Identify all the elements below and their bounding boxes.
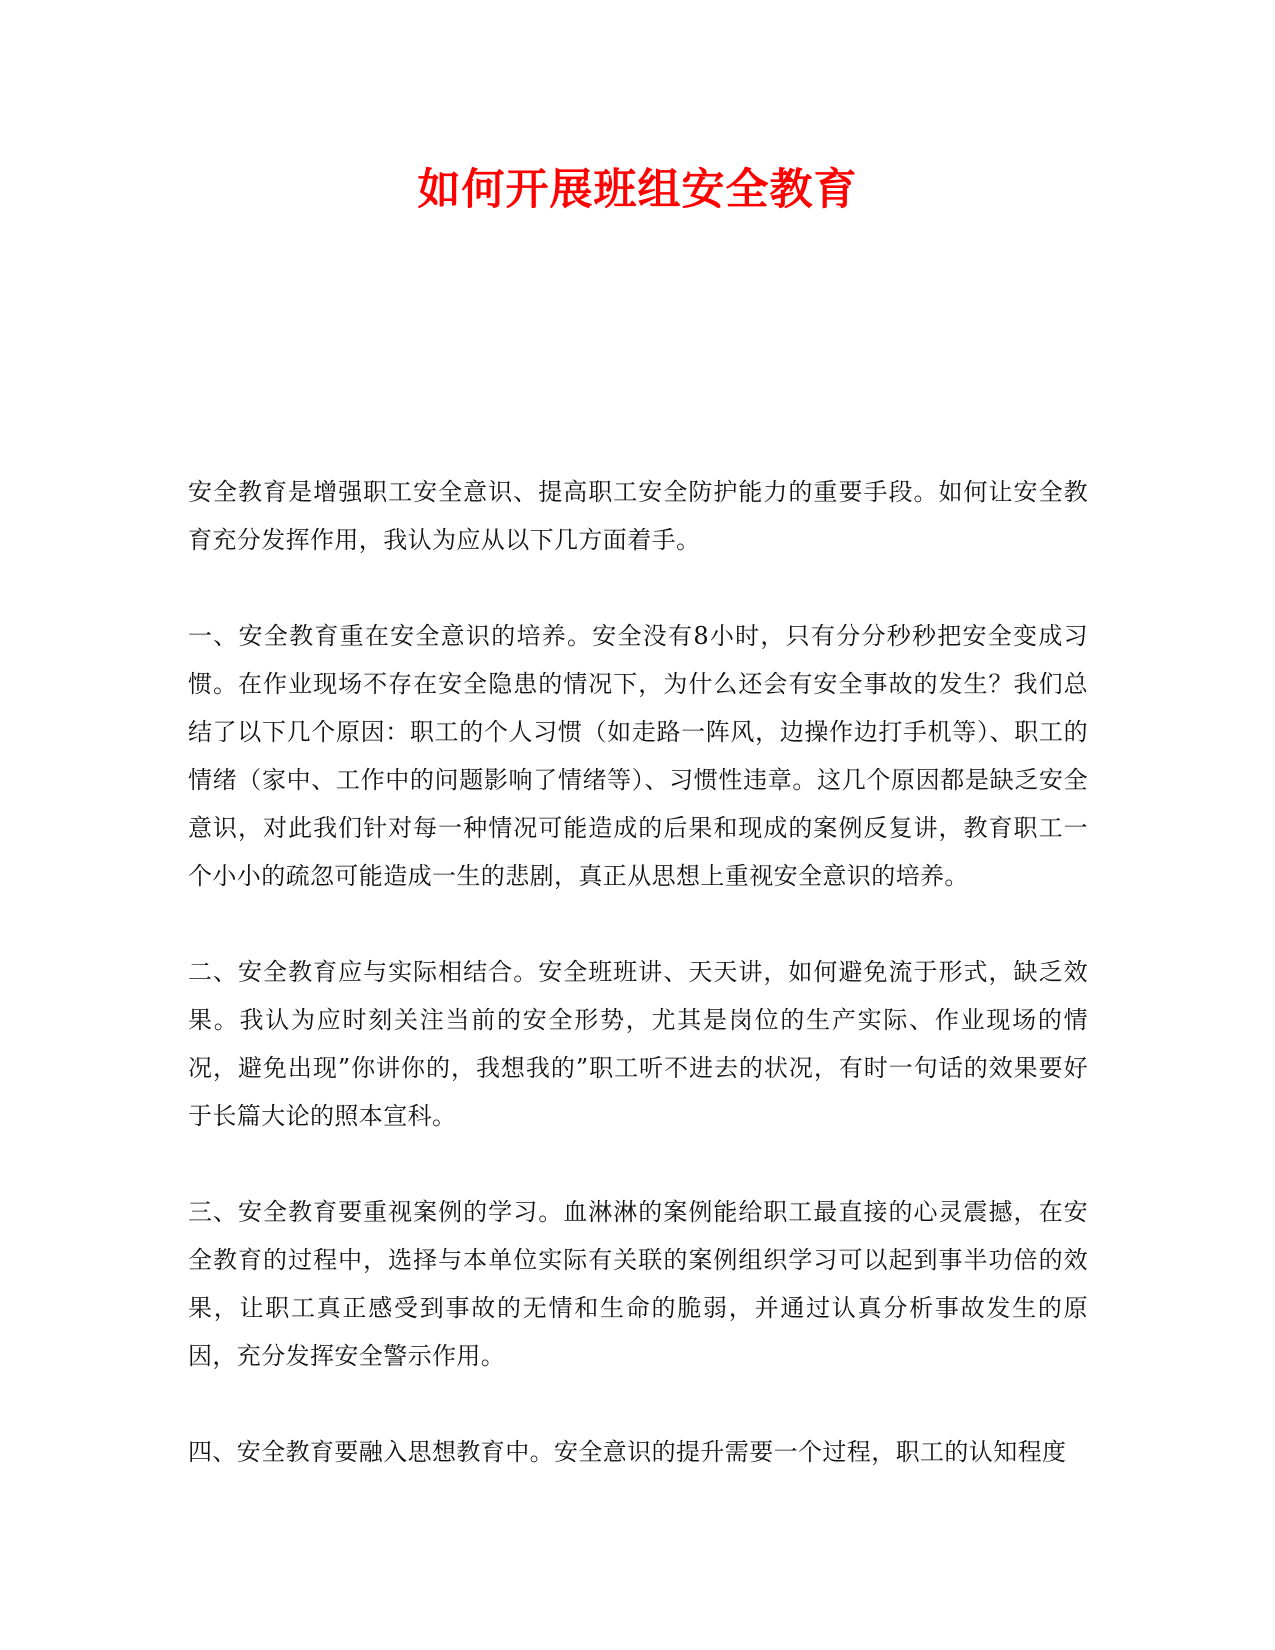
paragraph-section-3: 三、安全教育要重视案例的学习。血淋淋的案例能给职工最直接的心灵震撼，在安全教育的过程中，选择与本单位实际有关联的案例组织学习可以起到事半功倍的效果，让职工真正感受到事故的无情和生命的脆弱，并通过认真分析事故发生的原因，充分发挥安全警示作用。: [188, 1198, 1088, 1370]
paragraph-section-4: 四、安全教育要融入思想教育中。安全意识的提升需要一个过程，职工的认知程度: [188, 1438, 1067, 1466]
paragraph-section-1: 一、安全教育重在安全意识的培养。安全没有8小时，只有分分秒秒把安全变成习惯。在作业现场不存在安全隐患的情况下，为什么还会有安全事故的发生？我们总结了以下几个原因：职工的个人习惯（如走路一阵风，边操作边打手机等）、职工的情绪（家中、工作中的问题影响了情绪等）、习惯性违章。这几个原因都是缺乏安全意识，对此我们针对每一种情况可能造成的后果和现成的案例反复讲，教育职工一个小小的疏忽可能造成一生的悲剧，真正从思想上重视安全意识的培养。: [188, 622, 1088, 890]
paragraph-intro: 安全教育是增强职工安全意识、提高职工安全防护能力的重要手段。如何让安全教育充分发挥作用，我认为应从以下几方面着手。: [188, 478, 1088, 554]
document-body: [188, 468, 1088, 1524]
paragraph-section-2: 二、安全教育应与实际相结合。安全班班讲、天天讲，如何避免流于形式，缺乏效果。我认为应时刻关注当前的安全形势，尤其是岗位的生产实际、作业现场的情况，避免出现”你讲你的，我想我的”职工听不进去的状况，有时一句话的效果要好于长篇大论的照本宣科。: [188, 958, 1088, 1130]
document-title: 如何开展班组安全教育: [417, 165, 858, 215]
